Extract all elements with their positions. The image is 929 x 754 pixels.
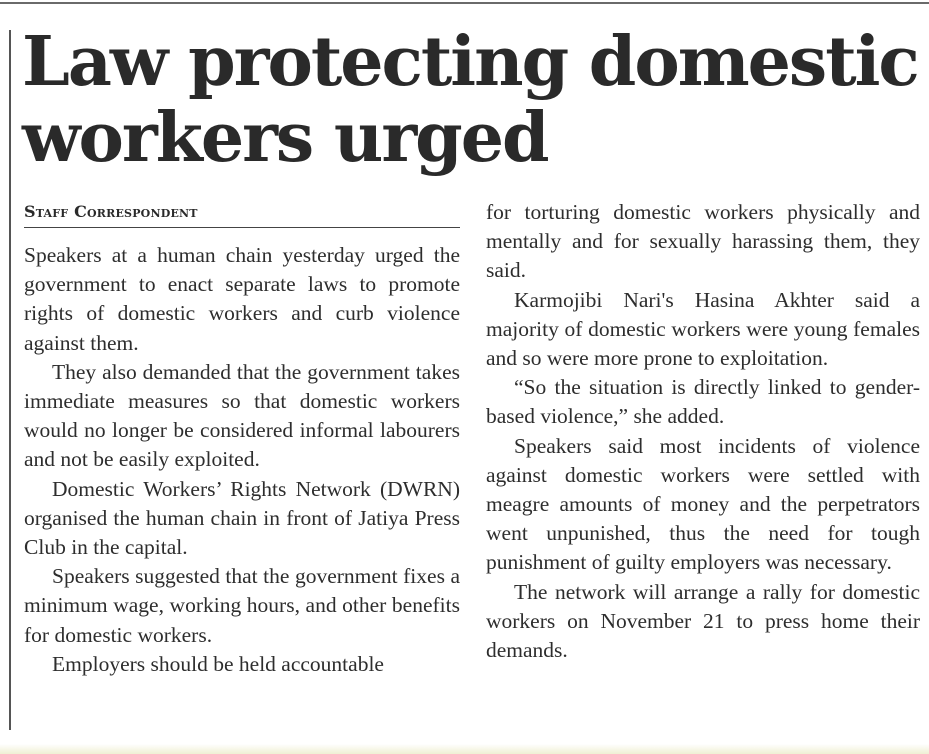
left-column-rule bbox=[9, 30, 11, 730]
left-column bbox=[24, 241, 460, 679]
headline: Law protecting domestic workers urged bbox=[22, 22, 918, 178]
paragraph: “So the situation is directly linked to gender-based violence,” she added. bbox=[486, 375, 920, 429]
top-rule bbox=[0, 2, 929, 4]
paragraph: They also demanded that the government takes immediate measures so that domestic workers would no longer be considered informal labourers and not be easily exploited. bbox=[24, 359, 460, 472]
right-column bbox=[486, 198, 920, 665]
byline: Staff Correspondent bbox=[24, 202, 460, 228]
paragraph: Employers should be held accountable bbox=[52, 651, 384, 676]
paragraph: for torturing domestic workers physically and mentally and for sexually harassing them, they said. bbox=[486, 200, 920, 283]
paragraph: Speakers suggested that the government fixes a minimum wage, working hours, and other benefits for domestic workers. bbox=[24, 564, 460, 647]
paragraph: Speakers at a human chain yesterday urged the government to enact separate laws to promote rights of domestic workers and curb violence against them. bbox=[24, 243, 460, 355]
paragraph: The network will arrange a rally for domestic workers on November 21 to press home their demands. bbox=[486, 579, 920, 663]
paragraph: Domestic Workers’ Rights Network (DWRN) organised the human chain in front of Jatiya Press Club in the capital. bbox=[24, 476, 460, 560]
scan-edge bbox=[0, 744, 929, 754]
paragraph: Speakers said most incidents of violence against domestic workers were settled with meagre amounts of money and the perpetrators went unpunished, thus the need for tough punishment of guilty employers was necessary. bbox=[486, 433, 920, 575]
paragraph: Karmojibi Nari's Hasina Akhter said a majority of domestic workers were young females and so were more prone to exploitation. bbox=[486, 287, 920, 371]
